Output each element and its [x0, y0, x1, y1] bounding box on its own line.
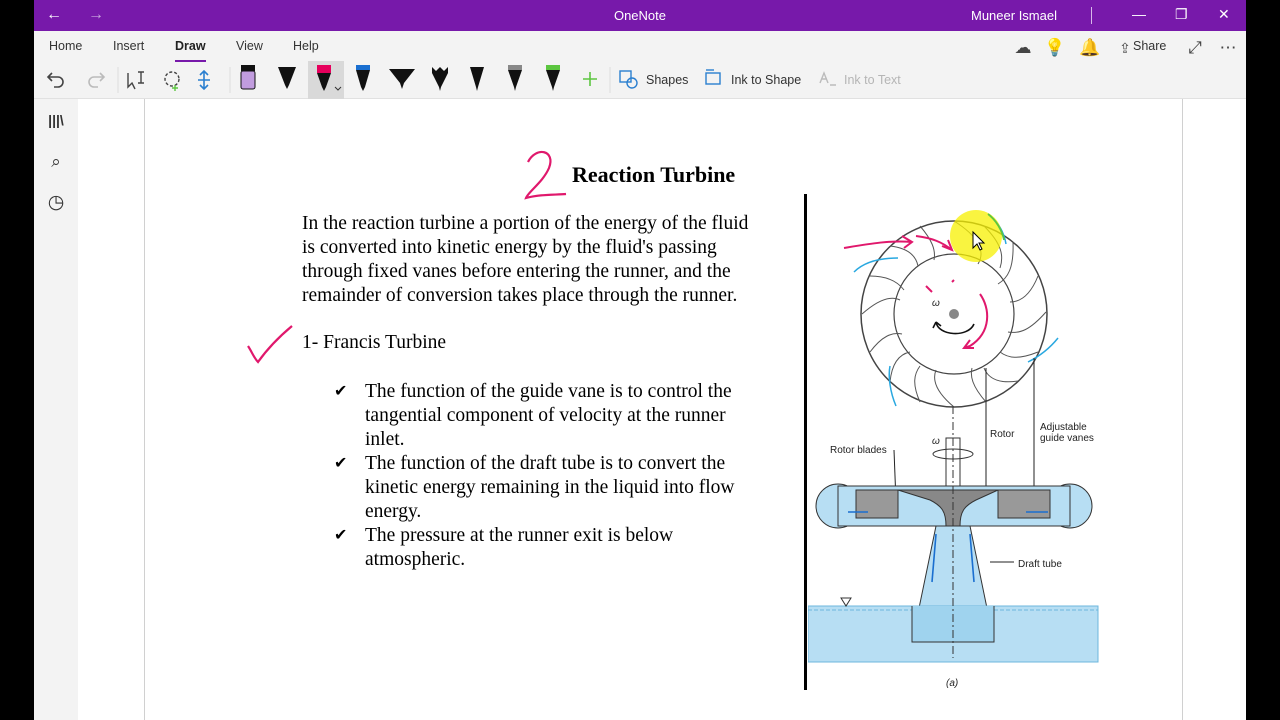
window-title: OneNote — [613, 8, 667, 23]
bullet-line: The pressure at the runner exit is below — [365, 525, 674, 546]
more-options-icon[interactable]: ⋯ — [1219, 38, 1237, 57]
shapes-button[interactable]: Shapes — [646, 73, 689, 87]
paragraph-line: remainder of conversion takes place through the runner. — [302, 285, 738, 306]
francis-turbine-diagram — [808, 196, 1108, 692]
tab-home[interactable]: Home — [49, 39, 83, 53]
tab-help[interactable]: Help — [293, 39, 319, 53]
back-arrow-icon[interactable]: ← — [46, 6, 62, 23]
guide-vanes-label-line1: Adjustable — [1040, 422, 1087, 433]
francis-subheading: 1- Francis Turbine — [302, 332, 447, 353]
user-name[interactable]: Muneer Ismael — [971, 8, 1057, 23]
bullet-line: tangential component of velocity at the runner — [365, 405, 726, 426]
rotor-blades-label: Rotor blades — [830, 445, 887, 456]
bullet-line: The function of the guide vane is to control the — [365, 381, 732, 402]
share-icon[interactable]: ⇪ — [1119, 40, 1131, 56]
rotor-label: Rotor — [990, 429, 1015, 440]
recent-clock-icon[interactable]: ◷ — [47, 192, 65, 213]
page-heading: Reaction Turbine — [572, 162, 736, 187]
search-icon[interactable]: ⌕ — [51, 152, 61, 171]
sync-icon[interactable]: ☁ — [1014, 38, 1032, 57]
bullet-line: inlet. — [365, 429, 405, 450]
bullet-line: The function of the draft tube is to convert the — [365, 453, 726, 474]
expand-icon[interactable]: ⤢ — [1188, 38, 1202, 57]
turbine-section-view — [808, 358, 1098, 689]
minimize-icon[interactable]: — — [1132, 6, 1146, 22]
tab-draw[interactable]: Draw — [175, 39, 206, 53]
intro-paragraph — [302, 212, 792, 308]
paragraph-line: In the reaction turbine a portion of the energy of the fluid — [302, 213, 749, 234]
share-button[interactable]: Share — [1133, 39, 1167, 53]
bell-icon[interactable]: 🔔 — [1079, 38, 1101, 57]
checkmark-icon: ✔ — [334, 527, 348, 544]
tab-insert[interactable]: Insert — [113, 39, 145, 53]
lightbulb-icon[interactable]: 💡 — [1044, 38, 1066, 57]
checkmark-icon: ✔ — [334, 455, 348, 472]
ink-checkmark[interactable] — [248, 326, 292, 362]
paragraph-line: is converted into kinetic energy by the fluid's passing — [302, 237, 717, 258]
bullet-line: kinetic energy remaining in the liquid into flow — [365, 477, 735, 498]
notebooks-icon[interactable]: |||\ — [48, 112, 64, 128]
paragraph-line: through fixed vanes before entering the runner, and the — [302, 261, 731, 282]
tab-view[interactable]: View — [236, 39, 263, 53]
omega-side-label: ω — [932, 436, 940, 447]
omega-top-label: ω — [932, 298, 940, 309]
bullet-line: atmospheric. — [365, 549, 466, 570]
forward-arrow-icon[interactable]: → — [88, 6, 104, 23]
diagram-caption: (a) — [946, 678, 959, 689]
checkmark-icon: ✔ — [334, 383, 348, 400]
bullet-line: energy. — [365, 501, 422, 522]
restore-icon[interactable]: ❐ — [1175, 6, 1188, 22]
vertical-divider-line — [804, 194, 807, 690]
guide-vanes-label-line2: guide vanes — [1040, 433, 1094, 444]
draft-tube-label: Draft tube — [1018, 559, 1062, 570]
ink-number-two[interactable] — [526, 152, 566, 198]
close-icon[interactable]: ✕ — [1218, 6, 1230, 22]
ink-to-shape-button[interactable]: Ink to Shape — [731, 73, 802, 87]
ink-to-text-button: Ink to Text — [844, 73, 901, 87]
